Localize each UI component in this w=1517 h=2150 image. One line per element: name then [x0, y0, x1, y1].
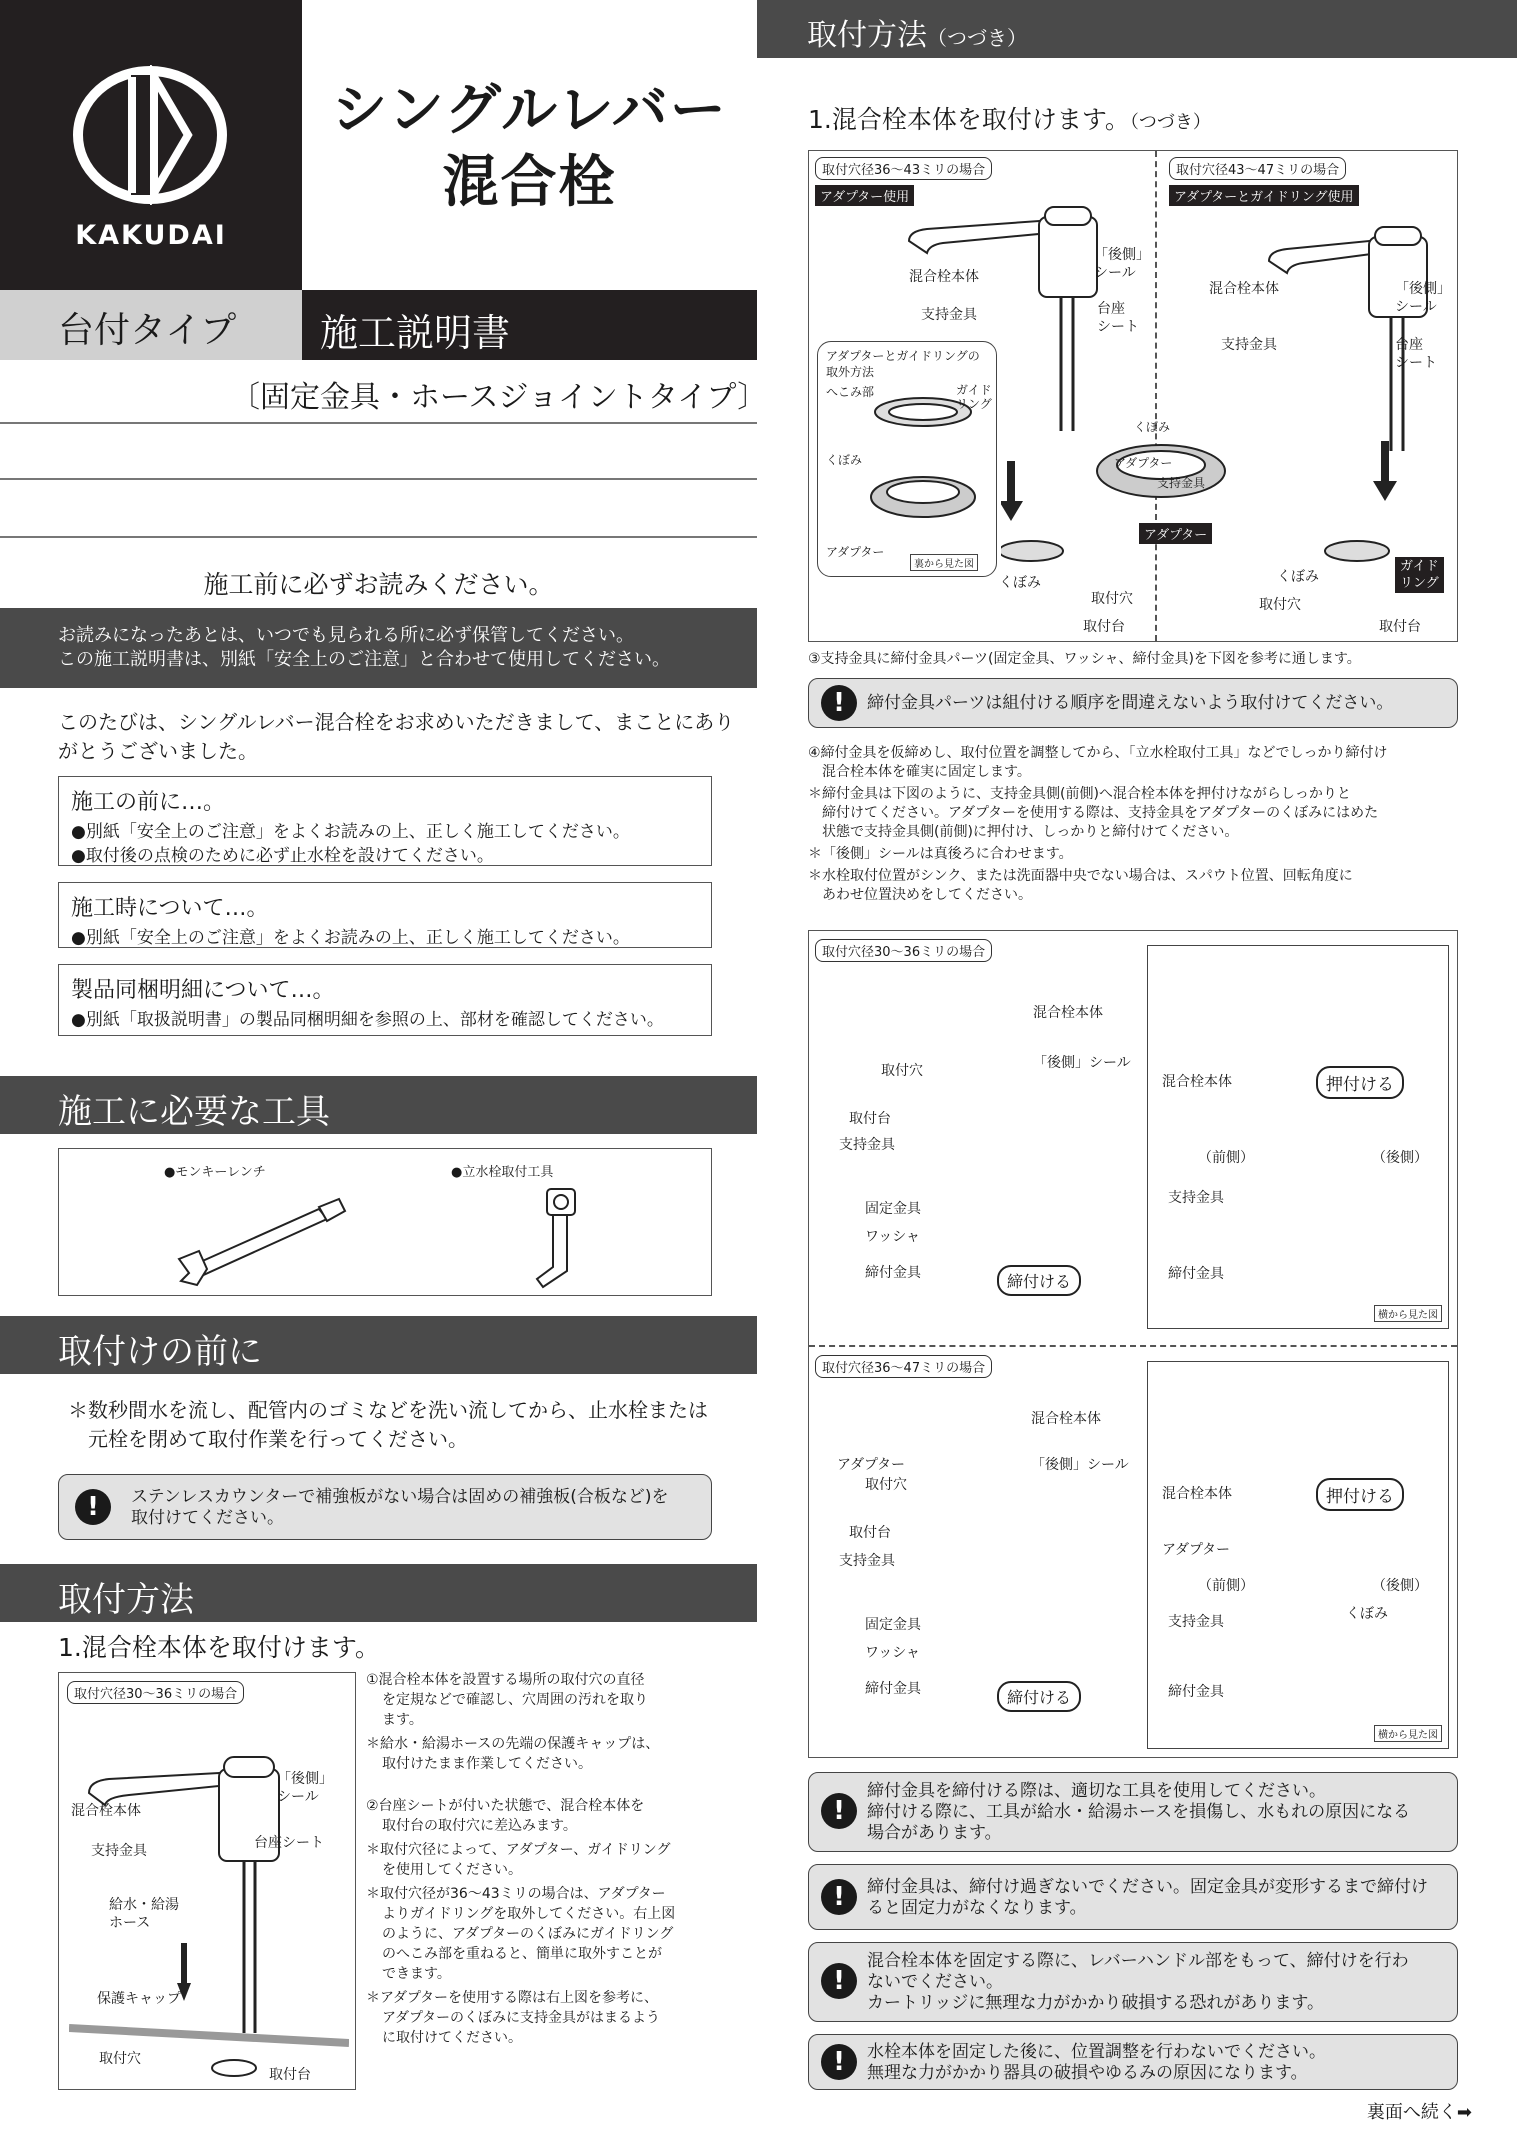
- label-hose: 給水・給湯: [109, 1897, 179, 1913]
- tool-socket-label: ●立水栓取付工具: [451, 1165, 554, 1180]
- warning-text: [131, 1487, 668, 1529]
- label-body-b: 混合栓本体: [1209, 281, 1279, 297]
- step1-cont-sub: （つづき）: [1129, 112, 1211, 133]
- label-seal-a: 「後側」シール: [1033, 1055, 1131, 1071]
- divider: [0, 536, 757, 538]
- note-line: のへこみ部を重ねると、簡単に取外すことが: [382, 1946, 662, 1962]
- manual-label: 施工説明書: [302, 290, 757, 360]
- label-fix-b: 固定金具: [865, 1617, 921, 1633]
- label-hollow: くぼみ: [1346, 1606, 1388, 1622]
- label-body-a: 混合栓本体: [1033, 1005, 1103, 1021]
- notice-box-during: [58, 882, 712, 948]
- label-seal: シール: [1094, 265, 1136, 281]
- warning-line: 場合があります。: [867, 1823, 1002, 1843]
- note-line: ④締付金具を仮締めし、取付位置を調整してから、「立水栓取付工具」などでしっかり締付け: [808, 745, 1388, 761]
- label-seal: シール: [277, 1789, 319, 1805]
- note-line: ②台座シートが付いた状態で、混合栓本体を: [366, 1798, 645, 1814]
- notice-box-before: [58, 776, 712, 866]
- step-note-6: [366, 1988, 746, 2048]
- step1-cont-heading: [808, 100, 1211, 136]
- warning-text: 締付金具パーツは組付ける順序を間違えないよう取付けてください。: [867, 693, 1394, 713]
- warning-adjust: [808, 2034, 1458, 2090]
- step1-cont-main: 1.混合栓本体を取付けます。: [808, 105, 1130, 134]
- ring-icon: [868, 392, 978, 542]
- label-hollow-d: くぼみ: [1277, 569, 1319, 585]
- box-line: ●別紙「安全上のご注意」をよくお読みの上、正しく施工してください。: [71, 822, 630, 842]
- label-bracket: 支持金具: [921, 307, 977, 323]
- warning-icon: !: [821, 2044, 857, 2080]
- press-bubble: 押付ける: [1316, 1066, 1404, 1099]
- label-seal-b: シール: [1395, 299, 1437, 315]
- note-line: あわせ位置決めをしてください。: [808, 887, 1032, 903]
- continue-footer: 裏面へ続く➡: [1366, 2102, 1472, 2123]
- label-dent: へこみ部: [826, 385, 875, 399]
- right-section-header: [757, 0, 1517, 58]
- warning-line: ステンレスカウンターで補強板がない場合は固めの補強板(合板など)を: [131, 1487, 669, 1507]
- left-install-diagram: [58, 1672, 356, 2090]
- brand-name: KAKUDAI: [75, 220, 227, 251]
- label-seal: 「後側」: [277, 1771, 333, 1787]
- keep-notice: [0, 608, 757, 688]
- warning-line: 水栓本体を固定した後に、位置調整を行わないでください。: [867, 2042, 1326, 2062]
- page-title: [302, 75, 757, 219]
- note-line: 取付けたまま作業してください。: [382, 1756, 592, 1772]
- divider: [0, 478, 757, 480]
- label-sheet: 台座: [1097, 301, 1125, 317]
- side-view-tag: 横から見た図: [1374, 1305, 1442, 1322]
- label-base-a: 取付台: [849, 1111, 891, 1127]
- type-label: 台付タイプ: [0, 290, 302, 360]
- label-sheet-b: シート: [1395, 355, 1437, 371]
- warning-lever: [808, 1942, 1458, 2022]
- note-line: ＊「後側」シールは真後ろに合わせます。: [808, 846, 1073, 862]
- hole-size-tag-b: 取付穴径43〜47ミリの場合: [1169, 157, 1346, 180]
- label-body-b: 混合栓本体: [1031, 1411, 1101, 1427]
- note-line: を定規などで確認し、穴周囲の汚れを取り: [382, 1692, 648, 1708]
- hole-size-tag-2: 取付穴径36〜47ミリの場合: [815, 1355, 992, 1378]
- label-front: （前側）: [1198, 1150, 1254, 1166]
- box-line: ●取付後の点検のために必ず止水栓を設けてください。: [71, 846, 494, 866]
- warning-overtighten: [808, 1864, 1458, 1930]
- label-washer-b: ワッシャ: [865, 1645, 921, 1661]
- side-view-tag-2: 横から見た図: [1374, 1725, 1442, 1742]
- press-bubble-2: 押付ける: [1316, 1478, 1404, 1511]
- label-hole-a: 取付穴: [1091, 591, 1133, 607]
- tighten-bubble-b: 締付ける: [997, 1681, 1081, 1712]
- label-hollow-b: くぼみ: [1134, 420, 1171, 434]
- step-note-1: [366, 1670, 746, 1730]
- side-view-2: [1147, 1361, 1449, 1749]
- label-back: （後側）: [1372, 1150, 1428, 1166]
- adapter-diagram: [808, 150, 1458, 642]
- warning-line: カートリッジに無理な力がかかり破損する恐れがあります。: [867, 1993, 1324, 2013]
- hole-size-tag-a: 取付穴径36〜43ミリの場合: [815, 157, 992, 180]
- label-adapter-b: アダプター: [837, 1457, 906, 1473]
- warning-line: 取付けてください。: [131, 1508, 284, 1528]
- adapter-tag: アダプター: [1139, 523, 1212, 544]
- note-line: を使用してください。: [382, 1862, 522, 1878]
- label-base-a: 取付台: [1083, 619, 1125, 635]
- note-line: 状態で支持金具側(前側)に押付け、しっかりと締付けてください。: [808, 824, 1239, 840]
- label-fix-a: 固定金具: [865, 1201, 921, 1217]
- inset-title: 取外方法: [826, 365, 875, 379]
- label-hole-b: 取付穴: [1259, 597, 1301, 613]
- before-text: [68, 1396, 708, 1454]
- note-line: ＊給水・給湯ホースの先端の保護キャップは、: [366, 1736, 660, 1752]
- note-4: [808, 744, 1458, 905]
- label-bracket-b: 支持金具: [839, 1553, 895, 1569]
- note-line: ＊取付穴径が36〜43ミリの場合は、アダプター: [366, 1886, 666, 1902]
- hole-size-tag-1: 取付穴径30〜36ミリの場合: [815, 939, 992, 962]
- label-nut: 締付金具: [1168, 1266, 1224, 1282]
- step-notes: [366, 1670, 746, 2048]
- warning-text: [867, 1781, 1410, 1844]
- keep-notice-line: この施工説明書は、別紙「安全上のご注意」と合わせて使用してください。: [58, 649, 670, 670]
- before-line: ＊数秒間水を流し、配管内のゴミなどを洗い流してから、止水栓または: [68, 1398, 708, 1422]
- label-body: 混合栓本体: [909, 269, 979, 285]
- label-back-2: （後側）: [1372, 1578, 1428, 1594]
- note-line: ＊取付穴径によって、アダプター、ガイドリング: [366, 1842, 671, 1858]
- warning-line: 締付ける際に、工具が給水・給湯ホースを損傷し、水もれの原因になる: [867, 1802, 1411, 1822]
- warning-text: [867, 2042, 1326, 2084]
- section-method: 取付方法: [0, 1564, 757, 1622]
- warning-order: [808, 678, 1458, 728]
- note-line: ＊締付金具は下図のように、支持金具側(前側)へ混合栓本体を押付けながらしっかりと: [808, 786, 1351, 802]
- label-bracket-2: 支持金具: [1168, 1614, 1224, 1630]
- step-note-3: [366, 1796, 746, 1836]
- removal-inset: [817, 341, 997, 577]
- adapter-guide-use-label: アダプターとガイドリング使用: [1169, 185, 1359, 206]
- label-nut-a: 締付金具: [865, 1265, 921, 1281]
- label-seal-b: 「後側」: [1395, 281, 1451, 297]
- before-line: 元栓を閉めて取付作業を行ってください。: [88, 1427, 468, 1451]
- label-bracket: 支持金具: [91, 1843, 147, 1859]
- warning-text: [867, 1951, 1409, 2014]
- label-adapter: アダプター: [1162, 1542, 1231, 1558]
- section-before: 取付けの前に: [0, 1316, 757, 1374]
- label-sheet: シート: [1097, 319, 1139, 335]
- hole-size-tag: 取付穴径30〜36ミリの場合: [67, 1681, 244, 1704]
- back-view-tag: 裏から見た図: [910, 554, 978, 571]
- diagram-divider: [809, 1345, 1457, 1347]
- label-seal-b: 「後側」シール: [1031, 1457, 1129, 1473]
- warning-line: 締付金具は、締付け過ぎないでください。固定金具が変形するまで締付け: [867, 1877, 1428, 1897]
- wrench-icon: [169, 1189, 369, 1289]
- guide-ring-tag: [1395, 557, 1444, 593]
- warning-line: ると固定力がなくなります。: [867, 1898, 1087, 1918]
- label-hole-b: 取付穴: [865, 1477, 907, 1493]
- side-view-1: [1147, 945, 1449, 1329]
- note-line: よりガイドリングを取外してください。右上図: [382, 1906, 676, 1922]
- label-cap: 保護キャップ: [97, 1991, 181, 2007]
- warning-line: 締付金具を締付ける際は、適切な工具を使用してください。: [867, 1781, 1326, 1801]
- warning-line: ないでください。: [867, 1972, 1003, 1992]
- right-header-main: 取付方法: [807, 18, 927, 53]
- warning-icon: !: [821, 685, 857, 721]
- label-front-2: （前側）: [1198, 1578, 1254, 1594]
- label-sheet: 台座シート: [254, 1835, 324, 1851]
- label-bracket-a: 支持金具: [839, 1137, 895, 1153]
- warning-icon: !: [821, 1963, 857, 1999]
- guide-tag-line: ガイド: [1400, 559, 1439, 574]
- label-base-b: 取付台: [849, 1525, 891, 1541]
- note-line: に取付けてください。: [382, 2030, 522, 2046]
- step-note-5: [366, 1884, 746, 1984]
- label-bracket-c: 支持金具: [1157, 476, 1206, 490]
- warning-text: [867, 1877, 1428, 1919]
- intro-text: このたびは、シングルレバー混合栓をお求めいただきまして、まことにありがとうございました。: [58, 710, 735, 763]
- box-heading: 製品同梱明細について…。: [71, 978, 335, 1003]
- note-line: ます。: [382, 1712, 423, 1728]
- note-line: のように、アダプターのくぼみにガイドリング: [382, 1926, 674, 1942]
- note-line: ＊水栓取付位置がシンク、または洗面器中央でない場合は、スパウト位置、回転角度に: [808, 868, 1353, 884]
- note-line: アダプターのくぼみに支持金具がはまるよう: [382, 2010, 661, 2026]
- note-line: 締付けてください。アダプターを使用する際は、支持金具をアダプターのくぼみにはめた: [808, 805, 1379, 821]
- box-line: ●別紙「取扱説明書」の製品同梱明細を参照の上、部材を確認してください。: [71, 1010, 664, 1030]
- subtitle: 〔固定金具・ホースジョイントタイプ〕: [230, 380, 768, 415]
- tightening-diagram: [808, 930, 1458, 1758]
- tools-box: [58, 1148, 712, 1296]
- note-line: 取付台の取付穴に差込みます。: [382, 1818, 577, 1834]
- warning-icon: !: [75, 1489, 111, 1525]
- keep-notice-line: お読みになったあとは、いつでも見られる所に必ず保管してください。: [58, 625, 634, 646]
- label-base: 取付台: [269, 2067, 311, 2083]
- title-line1: シングルレバー: [331, 78, 728, 143]
- note-line: ①混合栓本体を設置する場所の取付穴の直径: [366, 1672, 645, 1688]
- label-guide: ガイド: [956, 383, 992, 397]
- guide-tag-line: リング: [1400, 576, 1439, 591]
- section-tools: 施工に必要な工具: [0, 1076, 757, 1134]
- label-hole: 取付穴: [99, 2051, 141, 2067]
- label-adapter: アダプター: [826, 545, 885, 559]
- socket-tool-icon: [529, 1179, 609, 1291]
- label-guide: リング: [956, 397, 992, 411]
- note-line: ＊アダプターを使用する際は右上図を参考に、: [366, 1990, 659, 2006]
- warning-tool: [808, 1772, 1458, 1852]
- label-sheet-b: 台座: [1395, 337, 1423, 353]
- label-base-b: 取付台: [1379, 619, 1421, 635]
- brand-logo: [0, 0, 302, 290]
- label-adapter-b: アダプター: [1114, 456, 1173, 470]
- inset-title: アダプターとガイドリングの: [826, 349, 980, 363]
- notice-box-contents: [58, 964, 712, 1036]
- step-note-2: [366, 1734, 746, 1774]
- note-3: ③支持金具に締付金具パーツ(固定金具、ワッシャ、締付金具)を下図を参考に通します。: [808, 651, 1361, 667]
- label-nut-b: 締付金具: [865, 1681, 921, 1697]
- kakudai-logo-icon: [70, 65, 230, 205]
- box-line: ●別紙「安全上のご注意」をよくお読みの上、正しく施工してください。: [71, 928, 630, 948]
- label-hollow-c: くぼみ: [999, 575, 1041, 591]
- note-line: できます。: [382, 1966, 451, 1982]
- warning-icon: !: [821, 1879, 857, 1915]
- read-first-notice: 施工前に必ずお読みください。: [203, 570, 554, 599]
- label-nut-2: 締付金具: [1168, 1684, 1224, 1700]
- step1-heading: 1.混合栓本体を取付けます。: [58, 1633, 380, 1662]
- warning-reinforcement: [58, 1474, 712, 1540]
- label-hole-a: 取付穴: [881, 1063, 923, 1079]
- label-body: 混合栓本体: [1162, 1074, 1232, 1090]
- label-body: 混合栓本体: [71, 1803, 141, 1819]
- title-line2: 混合栓: [442, 150, 617, 215]
- step-note-4: [366, 1840, 746, 1880]
- warning-line: 無理な力がかかり器具の破損やゆるみの原因になります。: [867, 2063, 1308, 2083]
- warning-icon: !: [821, 1793, 857, 1829]
- label-hose: ホース: [109, 1915, 151, 1931]
- tighten-bubble-a: 締付ける: [997, 1265, 1081, 1296]
- label-washer-a: ワッシャ: [865, 1229, 921, 1245]
- tool-wrench-label: ●モンキーレンチ: [164, 1165, 266, 1180]
- label-hollow: くぼみ: [826, 453, 863, 467]
- adapter-use-label: アダプター使用: [815, 185, 914, 206]
- divider: [0, 422, 757, 424]
- label-bracket: 支持金具: [1168, 1190, 1224, 1206]
- note-line: 混合栓本体を確実に固定します。: [808, 764, 1031, 780]
- label-seal: 「後側」: [1094, 247, 1150, 263]
- box-heading: 施工時について…。: [71, 896, 269, 921]
- right-header-sub: （つづき）: [927, 26, 1027, 50]
- box-heading: 施工の前に…。: [71, 790, 226, 815]
- warning-line: 混合栓本体を固定する際に、レバーハンドル部をもって、締付けを行わ: [867, 1951, 1409, 1971]
- label-body-2: 混合栓本体: [1162, 1486, 1232, 1502]
- label-bracket-b: 支持金具: [1221, 337, 1277, 353]
